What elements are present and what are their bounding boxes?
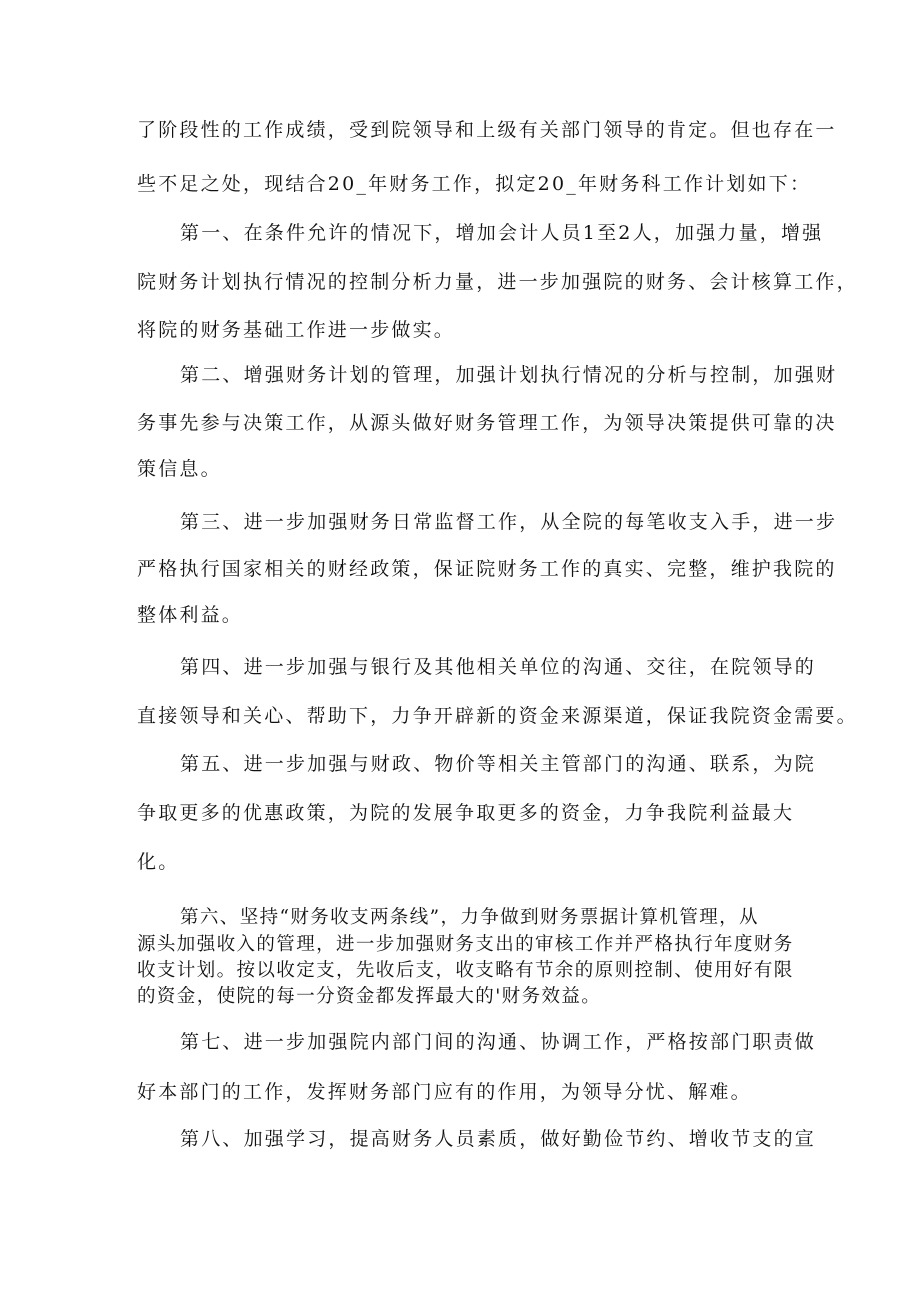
- body-text-line: 收支计划。按以收定支，先收后支，收支略有节余的原则控制、使用好有限: [137, 960, 794, 981]
- body-text-line: 争取更多的优惠政策，为院的发展争取更多的资金，力争我院利益最大: [137, 802, 795, 824]
- body-text-line: 的资金，使院的每一分资金都发挥最大的'财务效益。: [137, 986, 602, 1007]
- paragraph-7-first-line: 第七、进一步加强院内部门间的沟通、协调工作，严格按部门职责做: [180, 1031, 817, 1053]
- body-text-line: 院财务计划执行情况的控制分析力量，进一步加强院的财务、会计核算工作，: [137, 271, 858, 293]
- body-text-line: 将院的财务基础工作进一步做实。: [137, 319, 456, 341]
- paragraph-5-first-line: 第五、进一步加强与财政、物价等相关主管部门的沟通、联系，为院: [180, 753, 817, 775]
- paragraph-4-first-line: 第四、进一步加强与银行及其他相关单位的沟通、交往，在院领导的: [180, 656, 817, 678]
- paragraph-2-first-line: 第二、增强财务计划的管理，加强计划执行情况的分析与控制，加强财: [180, 364, 838, 386]
- paragraph-1-first-line: 第一、在条件允许的情况下，增加会计人员1至2人，加强力量，增强: [180, 222, 824, 244]
- body-text-line: 化。: [137, 851, 180, 873]
- body-text-line: 直接领导和关心、帮助下，力争开辟新的资金来源渠道，保证我院资金需要。: [137, 705, 858, 727]
- body-text-line: 了阶段性的工作成绩，受到院领导和上级有关部门领导的肯定。但也存在一: [137, 119, 837, 141]
- body-text-line: 整体利益。: [137, 604, 244, 626]
- body-text-line: 源头加强收入的管理，进一步加强财务支出的审核工作并严格执行年度财务: [137, 934, 794, 955]
- paragraph-8-first-line: 第八、加强学习，提高财务人员素质，做好勤俭节约、增收节支的宣: [180, 1128, 817, 1150]
- body-text-line: 策信息。: [137, 458, 222, 480]
- paragraph-3-first-line: 第三、进一步加强财务日常监督工作，从全院的每笔收支入手，进一步: [180, 511, 838, 533]
- body-text-line: 务事先参与决策工作，从源头做好财务管理工作，为领导决策提供可靠的决: [137, 412, 837, 434]
- body-text-line: 好本部门的工作，发挥财务部门应有的作用，为领导分忧、解难。: [137, 1081, 752, 1103]
- body-text-line: 些不足之处，现结合20_年财务工作，拟定20_年财务科工作计划如下：: [137, 173, 812, 195]
- body-text-line: 严格执行国家相关的财经政策，保证院财务工作的真实、完整，维护我院的: [137, 558, 837, 580]
- paragraph-6-first-line: 第六、坚持“财务收支两条线”，力争做到财务票据计算机管理，从: [180, 907, 759, 928]
